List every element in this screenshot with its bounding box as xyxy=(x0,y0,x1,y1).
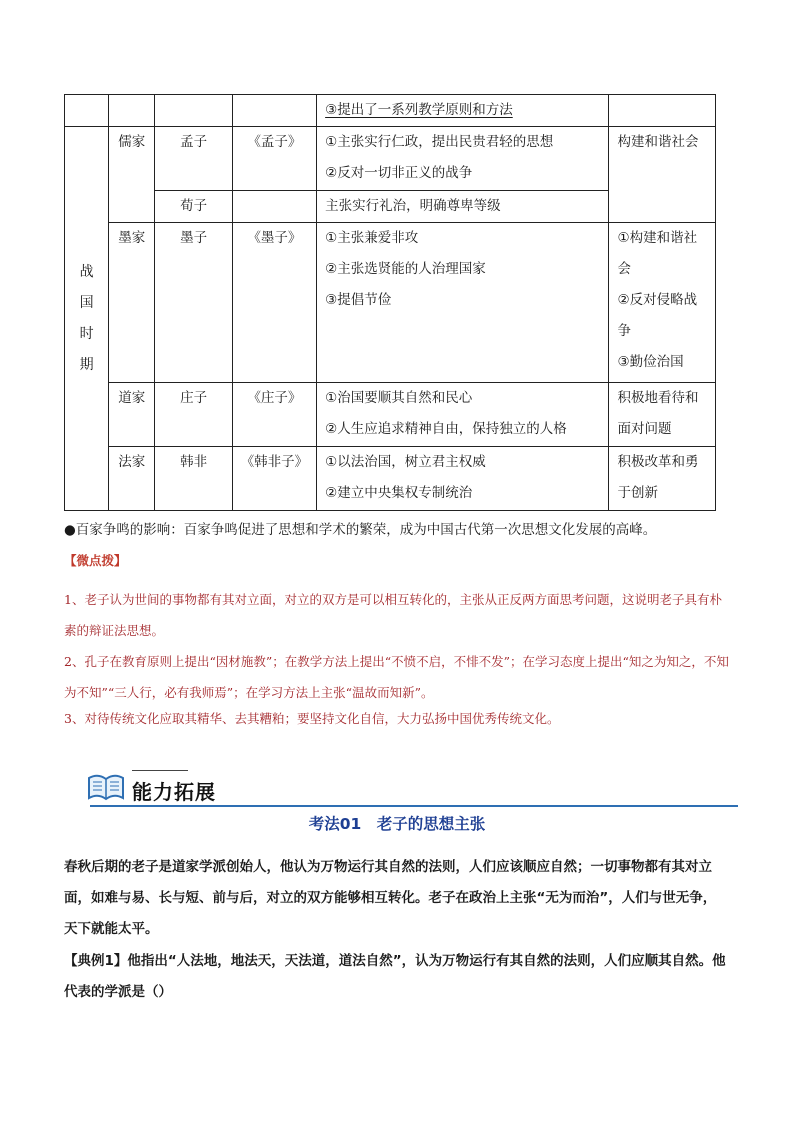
book-cell xyxy=(232,191,316,223)
period-label: 战国时期 xyxy=(79,263,94,373)
main-ideas-cell xyxy=(317,223,609,383)
tip-item: 3、对待传统文化应取其精华、去其糟粕；要坚持文化自信，大力弘扬中国优秀传统文化。 xyxy=(64,711,560,726)
main-idea: ③提出了一系列教学原则和方法 xyxy=(325,102,513,118)
person-cell: 庄子 xyxy=(155,383,232,447)
period-cell xyxy=(65,127,109,511)
school-cell: 儒家 xyxy=(109,127,155,223)
main-idea: 主张实行礼治，明确尊卑等级 xyxy=(325,198,501,214)
period-cell xyxy=(65,95,109,127)
tip-item: 2、孔子在教育原则上提出“因材施教”；在教学方法上提出“不愤不启，不悱不发”；在学习态度上提出“知之为知之，不知为不知”“三人行，必有我师焉”；在学习方法上主张“温故而知新”。 xyxy=(64,654,729,700)
person-cell: 荀子 xyxy=(155,191,232,223)
influence-text: ●百家争鸣的影响：百家争鸣促进了思想和学术的繁荣，成为中国古代第一次思想文化发展的高峰。 xyxy=(64,522,657,538)
table-row xyxy=(65,223,716,383)
main-ideas-cell xyxy=(317,127,609,191)
main-idea: ②人生应追求精神自由，保持独立的人格 xyxy=(325,421,567,437)
main-idea: ②主张选贤能的人治理国家 xyxy=(325,261,486,277)
book-cell: 《孟子》 xyxy=(232,127,316,191)
main-ideas-cell xyxy=(317,447,609,511)
impact-cell xyxy=(609,223,716,383)
school-cell xyxy=(109,95,155,127)
main-idea: ①主张实行仁政，提出民贵君轻的思想 xyxy=(325,134,554,150)
schools-table xyxy=(64,94,716,511)
person-cell: 墨子 xyxy=(155,223,232,383)
impact-text: ③勤俭治国 xyxy=(617,354,684,370)
tips-title: 【微点拨】 xyxy=(64,553,127,568)
table-row xyxy=(65,127,716,191)
main-idea: ③提倡节俭 xyxy=(325,292,392,308)
main-idea: ①以法治国，树立君主权威 xyxy=(325,454,486,470)
impact-cell xyxy=(609,447,716,511)
section-rule xyxy=(90,805,738,807)
section-top-rule xyxy=(132,770,188,771)
person-cell: 韩非 xyxy=(155,447,232,511)
impact-text: 积极地看待和面对问题 xyxy=(617,390,699,437)
main-idea: ①治国要顺其自然和民心 xyxy=(325,390,473,406)
main-ideas-cell xyxy=(317,191,609,223)
open-book-icon xyxy=(86,770,126,804)
impact-text: ①构建和谐社会 xyxy=(617,230,698,277)
school-cell: 墨家 xyxy=(109,223,155,383)
school-cell: 道家 xyxy=(109,383,155,447)
school-cell: 法家 xyxy=(109,447,155,511)
kaofa-title: 考法01 老子的思想主张 xyxy=(308,815,486,833)
impact-text: 积极改革和勇于创新 xyxy=(617,454,699,501)
main-ideas-cell xyxy=(317,95,609,127)
book-cell: 《韩非子》 xyxy=(232,447,316,511)
impact-cell xyxy=(609,127,716,223)
main-idea: ②建立中央集权专制统治 xyxy=(325,485,473,501)
table-row xyxy=(65,95,716,127)
book-cell xyxy=(232,95,316,127)
impact-cell xyxy=(609,95,716,127)
main-ideas-cell xyxy=(317,383,609,447)
kaofa-paragraph: 春秋后期的老子是道家学派创始人，他认为万物运行其自然的法则，人们应该顺应自然；一切事物都有其对立面，如难与易、长与短、前与后，对立的双方能够相互转化。老子在政治上主张“无为而治”，人们与世无争，天下就能太平。 xyxy=(64,859,717,937)
book-cell: 《墨子》 xyxy=(232,223,316,383)
example-question: 【典例1】他指出“人法地，地法天，天法道，道法自然”，认为万物运行有其自然的法则，人们应顺其自然。他代表的学派是（） xyxy=(64,953,726,1000)
impact-cell xyxy=(609,383,716,447)
section-title: 能力拓展 xyxy=(132,780,216,804)
table-row xyxy=(65,447,716,511)
table-row xyxy=(65,383,716,447)
book-cell: 《庄子》 xyxy=(232,383,316,447)
impact-text: ②反对侵略战争 xyxy=(617,292,698,339)
main-idea: ①主张兼爱非攻 xyxy=(325,230,419,246)
impact-text: 构建和谐社会 xyxy=(617,134,699,150)
main-idea: ②反对一切非正义的战争 xyxy=(325,165,473,181)
person-cell: 孟子 xyxy=(155,127,232,191)
person-cell xyxy=(155,95,232,127)
tip-item: 1、老子认为世间的事物都有其对立面，对立的双方是可以相互转化的，主张从正反两方面思考问题，这说明老子具有朴素的辩证法思想。 xyxy=(64,592,722,638)
